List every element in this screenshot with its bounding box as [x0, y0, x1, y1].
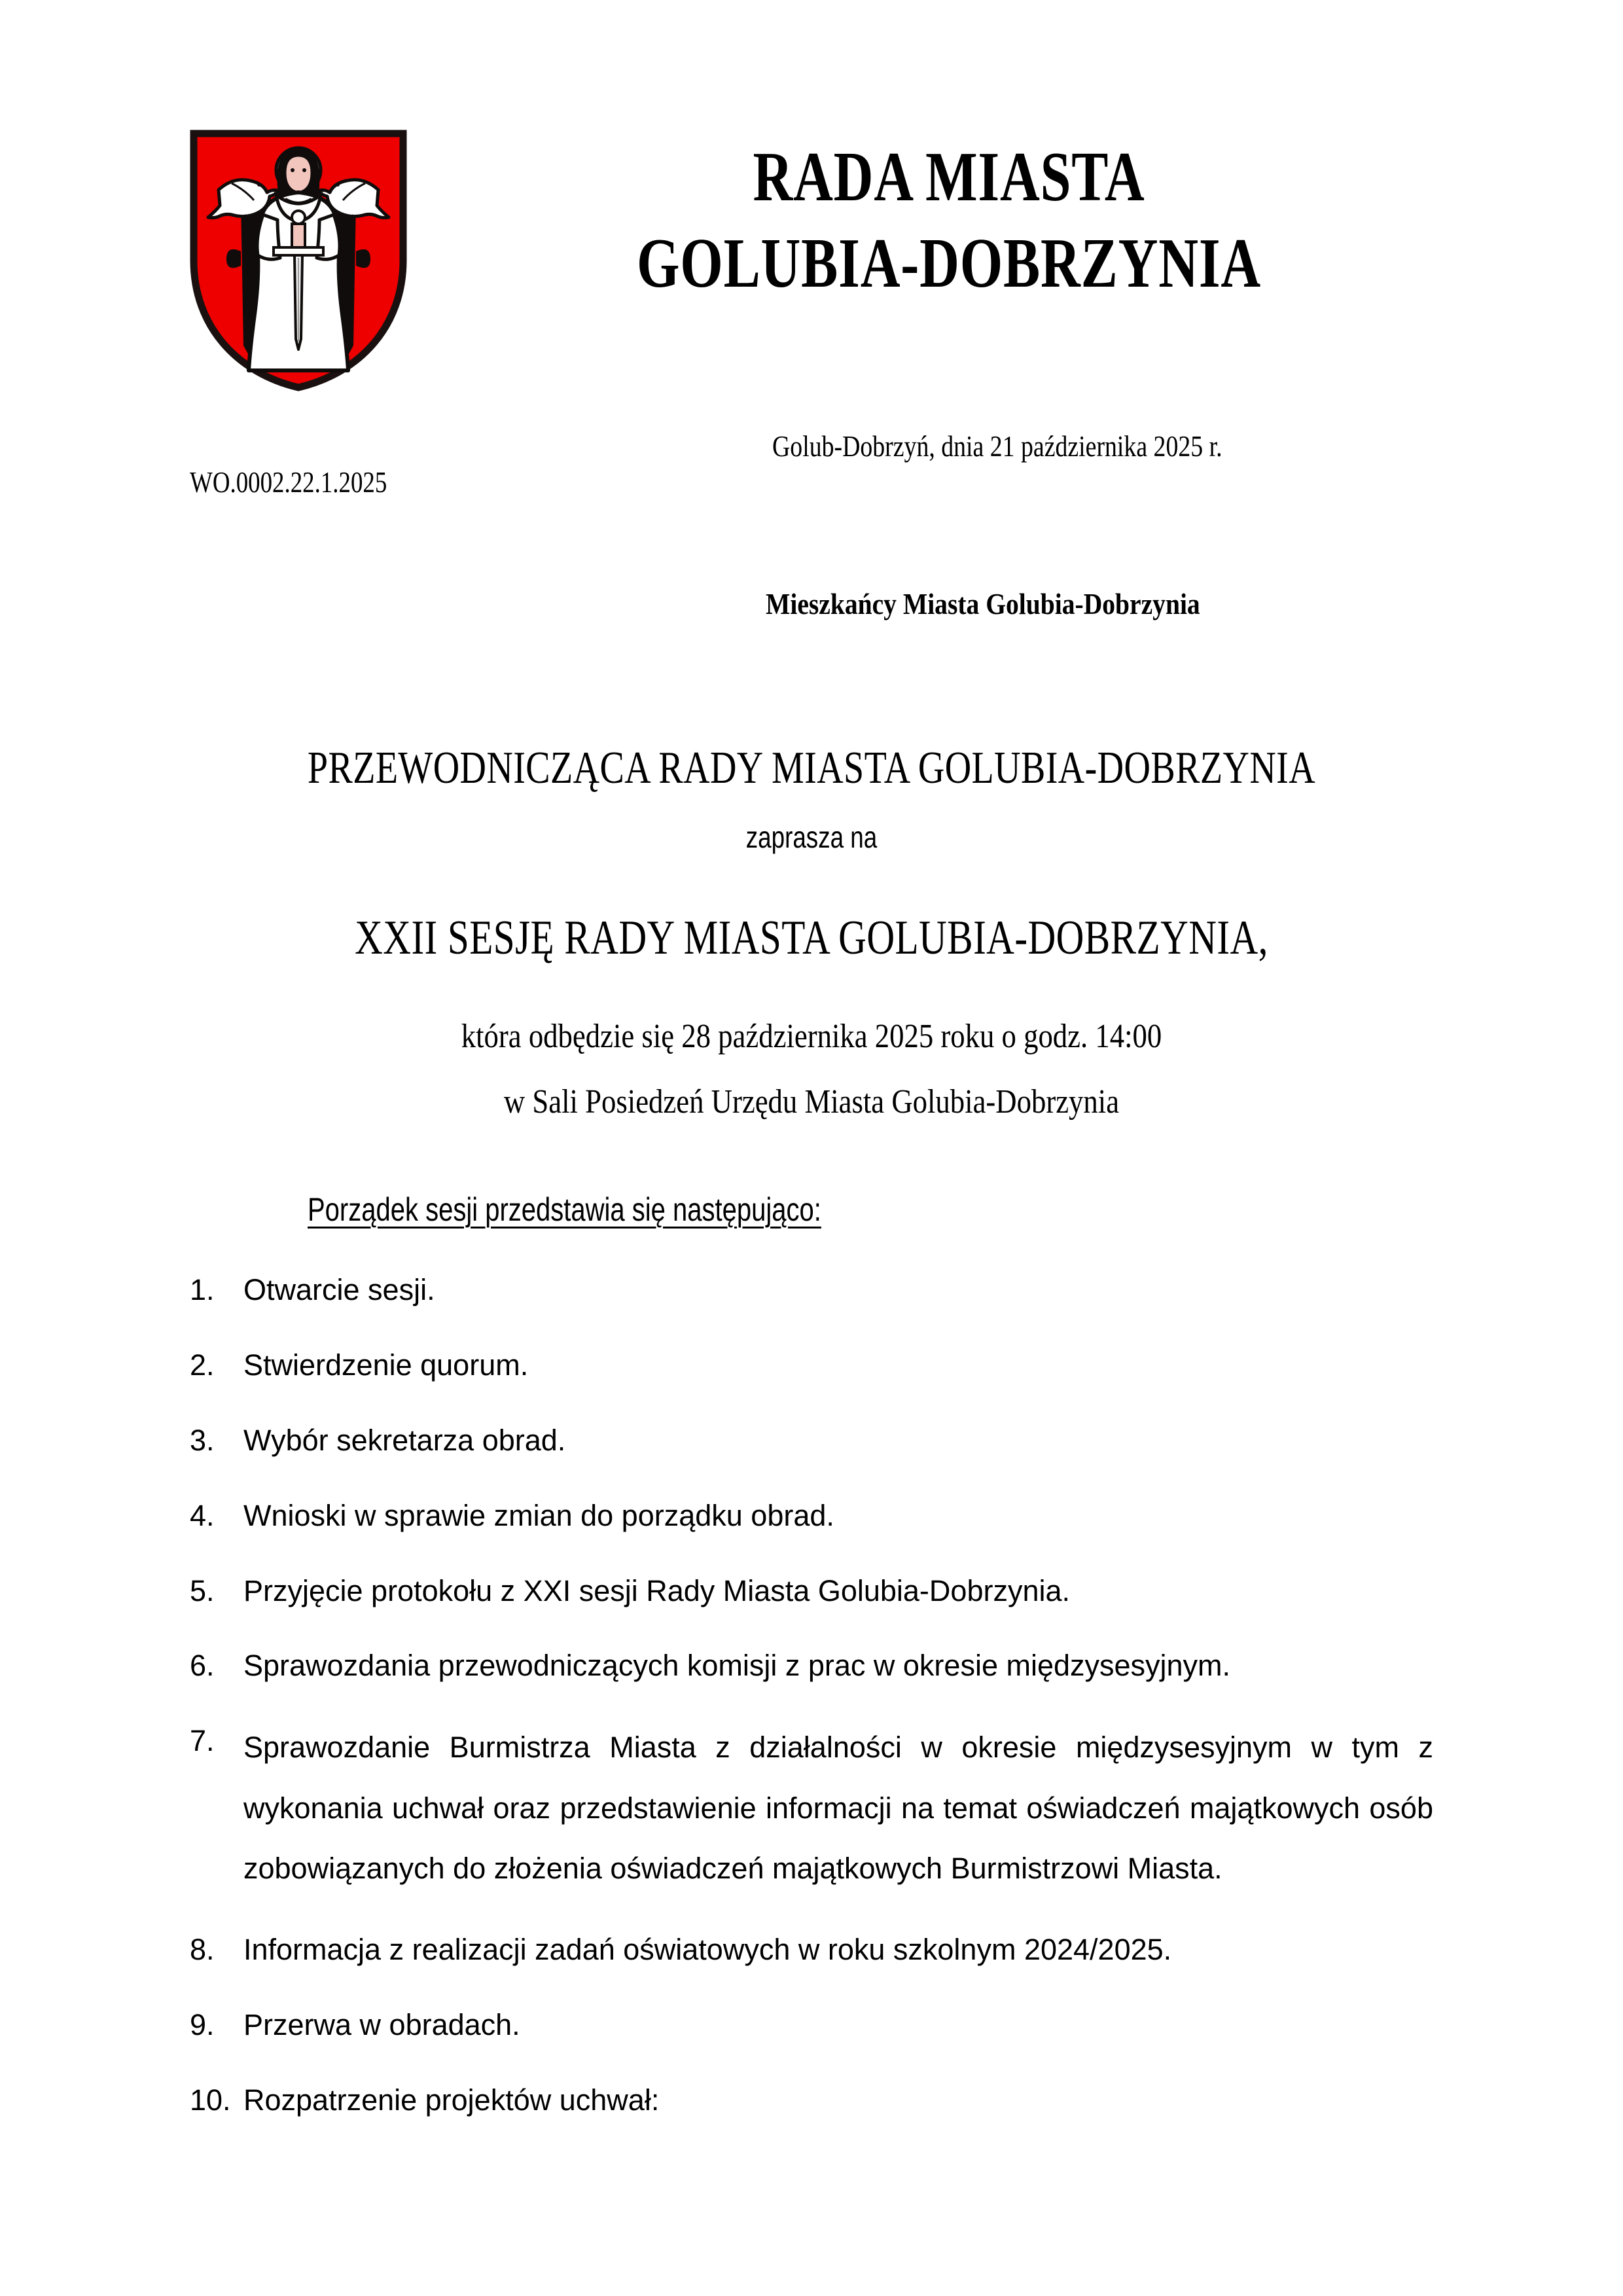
list-item — [190, 1717, 1433, 1899]
agenda-item-number: 4. — [190, 1498, 215, 1532]
organization-title — [566, 134, 1332, 307]
agenda-item-text: Sprawozdanie Burmistrza Miasta z działalności w okresie międzysesyjnym w tym z wykonania uchwał oraz przedstawienie informacji na temat oświadczeń majątkowych osób zobowiązanych do złożenia oświadczeń majątkowych Burmistrzowi Miasta. — [243, 1731, 1433, 1885]
list-item — [190, 1568, 1433, 1615]
document-header — [0, 124, 1623, 406]
agenda-item-text: Rozpatrzenie projektów uchwał: — [243, 2083, 660, 2117]
list-item — [190, 1492, 1433, 1540]
agenda-item-number: 6. — [190, 1649, 215, 1683]
coat-of-arms-icon — [190, 130, 407, 391]
invitation-sender-title: PRZEWODNICZĄCA RADY MIASTA GOLUBIA-DOBRZYNIA — [307, 743, 1316, 793]
agenda-item-text: Wnioski w sprawie zmian do porządku obrad. — [243, 1498, 834, 1532]
list-item — [190, 2077, 1433, 2125]
agenda-item-number: 10. — [190, 2083, 231, 2117]
agenda-item-number: 5. — [190, 1573, 215, 1607]
agenda-item-text: Wybór sekretarza obrad. — [243, 1423, 566, 1457]
agenda-list — [190, 1266, 1433, 2152]
agenda-item-text: Przyjęcie protokołu z XXI sesji Rady Miasta Golubia-Dobrzynia. — [243, 1573, 1071, 1607]
invitation-session-title: XXII SESJĘ RADY MIASTA GOLUBIA-DOBRZYNIA, — [355, 911, 1268, 965]
agenda-item-number: 1. — [190, 1273, 215, 1306]
invitation-date-time: która odbędzie się 28 października 2025 roku o godz. 14:00 — [461, 1017, 1162, 1055]
list-item — [190, 1342, 1433, 1390]
agenda-item-text: Stwierdzenie quorum. — [243, 1348, 529, 1382]
list-item — [190, 1642, 1433, 1690]
place-and-date: Golub-Dobrzyń, dnia 21 października 2025 r. — [772, 430, 1222, 463]
agenda-item-text: Otwarcie sesji. — [243, 1273, 435, 1306]
agenda-item-text: Informacja z realizacji zadań oświatowych w roku szkolnym 2024/2025. — [243, 1933, 1172, 1967]
list-item — [190, 1417, 1433, 1465]
reference-number: WO.0002.22.1.2025 — [190, 466, 387, 499]
invitation-location: w Sali Posiedzeń Urzędu Miasta Golubia-Dobrzynia — [503, 1083, 1120, 1121]
agenda-item-number: 2. — [190, 1348, 215, 1382]
addressee: Mieszkańcy Miasta Golubia-Dobrzynia — [766, 587, 1200, 620]
organization-title-line2: GOLUBIA-DOBRZYNIA — [636, 224, 1262, 302]
invitation-block — [0, 743, 1623, 1122]
agenda-item-number: 8. — [190, 1933, 215, 1967]
agenda-item-number: 3. — [190, 1423, 215, 1457]
agenda-item-text: Przerwa w obradach. — [243, 2007, 520, 2041]
list-item — [190, 1266, 1433, 1314]
agenda-item-number: 7. — [190, 1724, 215, 1758]
agenda-item-text: Sprawozdania przewodniczących komisji z prac w okresie międzysesyjnym. — [243, 1649, 1231, 1683]
invitation-invites-label: zaprasza na — [745, 820, 878, 854]
coat-of-arms — [190, 130, 407, 391]
agenda-heading: Porządek sesji przedstawia się następująco: — [308, 1191, 821, 1228]
list-item — [190, 2001, 1433, 2049]
list-item — [190, 1926, 1433, 1974]
agenda-item-number: 9. — [190, 2007, 215, 2041]
organization-title-line1: RADA MIASTA — [753, 138, 1145, 216]
